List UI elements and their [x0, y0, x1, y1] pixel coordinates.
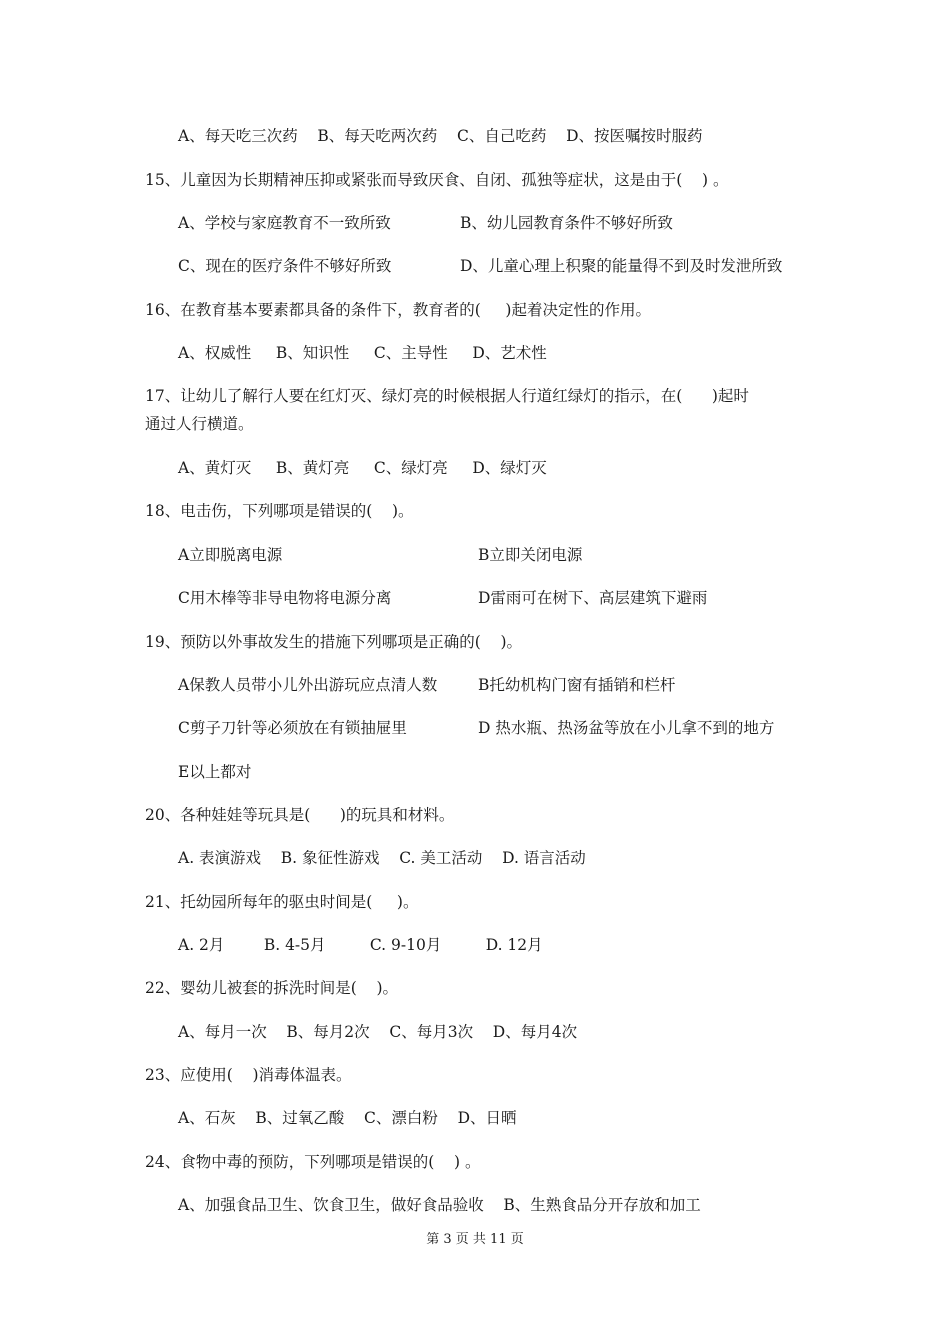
option-text: A、每月一次 B、每月2次 C、每月3次 D、每月4次 [178, 1023, 578, 1041]
option-text: D、儿童心理上积聚的能量得不到及时发泄所致 [460, 257, 783, 275]
option-text: C剪子刀针等必须放在有锁抽屉里 [178, 719, 407, 737]
option-text: A、权威性 B、知识性 C、主导性 D、艺术性 [178, 344, 547, 362]
option-text: A. 表演游戏 B. 象征性游戏 C. 美工活动 D. 语言活动 [178, 849, 586, 867]
question-text: 16、在教育基本要素都具备的条件下，教育者的( )起着决定性的作用。 [145, 301, 651, 319]
question-text: 22、婴幼儿被套的拆洗时间是( )。 [145, 979, 399, 997]
option-text: A保教人员带小儿外出游玩应点清人数 [178, 676, 438, 694]
option-text: A立即脱离电源 [178, 546, 283, 564]
option-text: B立即关闭电源 [478, 546, 583, 564]
question-text: 通过人行横道。 [145, 415, 254, 433]
option-text: C、现在的医疗条件不够好所致 [178, 257, 392, 275]
option-text: A、加强食品卫生、饮食卫生，做好食品验收 B、生熟食品分开存放和加工 [178, 1196, 701, 1214]
option-text: A、学校与家庭教育不一致所致 [178, 214, 391, 232]
question-text: 17、让幼儿了解行人要在红灯灭、绿灯亮的时候根据人行道红绿灯的指示，在( )起时 [145, 387, 749, 405]
question-text: 21、托幼园所每年的驱虫时间是( )。 [145, 893, 419, 911]
question-text: 15、儿童因为长期精神压抑或紧张而导致厌食、自闭、孤独等症状，这是由于( ) 。 [145, 171, 729, 189]
question-text: 19、预防以外事故发生的措施下列哪项是正确的( )。 [145, 633, 523, 651]
option-text: A. 2月 B. 4-5月 C. 9-10月 D. 12月 [178, 936, 543, 954]
option-text: B、幼儿园教育条件不够好所致 [460, 214, 673, 232]
question-text: 23、应使用( )消毒体温表。 [145, 1066, 352, 1084]
question-text: 20、各种娃娃等玩具是( )的玩具和材料。 [145, 806, 455, 824]
page-footer: 第 3 页 共 11 页 [426, 1232, 524, 1247]
question-text: 18、电击伤，下列哪项是错误的( )。 [145, 502, 414, 520]
question-text: 24、食物中毒的预防，下列哪项是错误的( ) 。 [145, 1153, 481, 1171]
option-text: D雷雨可在树下、高层建筑下避雨 [478, 589, 708, 607]
option-text: C用木棒等非导电物将电源分离 [178, 589, 392, 607]
option-text: A、石灰 B、过氧乙酸 C、漂白粉 D、日晒 [178, 1109, 517, 1127]
option-text: A、黄灯灭 B、黄灯亮 C、绿灯亮 D、绿灯灭 [178, 459, 547, 477]
option-text: E以上都对 [178, 763, 252, 781]
option-text: D 热水瓶、热汤盆等放在小儿拿不到的地方 [478, 719, 775, 737]
option-text: B托幼机构门窗有插销和栏杆 [478, 676, 676, 694]
option-text: A、每天吃三次药 B、每天吃两次药 C、自己吃药 D、按医嘱按时服药 [178, 127, 703, 145]
